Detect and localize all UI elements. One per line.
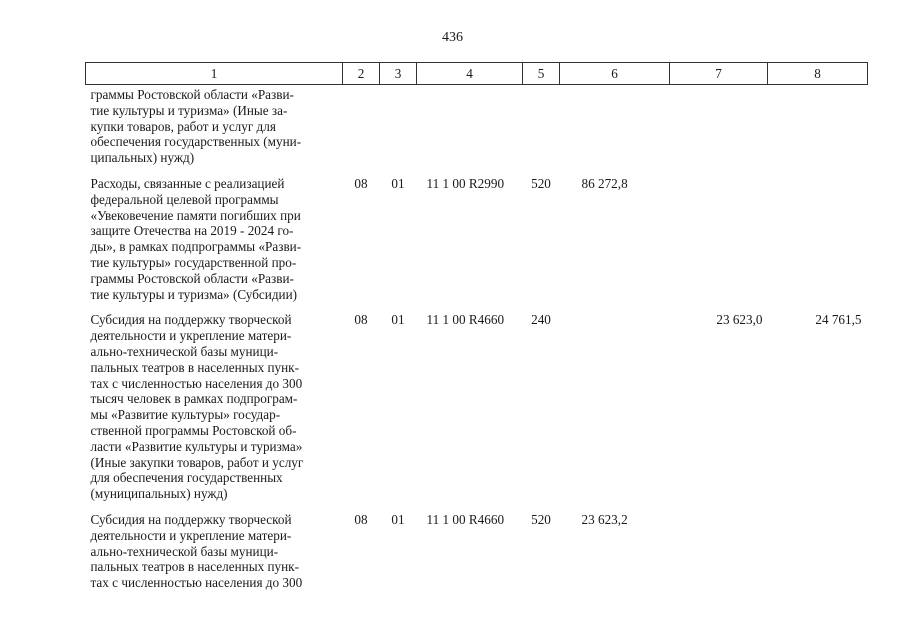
column-header-4: 4 bbox=[417, 63, 523, 85]
section-code: 08 bbox=[354, 511, 368, 527]
expense-type-code bbox=[523, 85, 560, 169]
amount-col8 bbox=[768, 85, 868, 169]
table-row bbox=[86, 169, 868, 305]
page-number: 436 bbox=[442, 30, 463, 45]
amount-col7 bbox=[670, 85, 768, 169]
target-article-code: 11 1 00 R4660 bbox=[426, 312, 505, 328]
table-row bbox=[86, 505, 868, 594]
section-code: 08 bbox=[354, 175, 368, 191]
amount-col6 bbox=[560, 85, 670, 169]
section-code: 08 bbox=[354, 312, 368, 328]
expense-type-code: 520 bbox=[531, 511, 551, 527]
subsection-code: 01 bbox=[391, 312, 405, 328]
amount-col7 bbox=[670, 169, 768, 305]
amount-col6 bbox=[560, 305, 670, 505]
amount-col7 bbox=[670, 505, 768, 594]
column-header-2: 2 bbox=[343, 63, 380, 85]
column-header-3: 3 bbox=[380, 63, 417, 85]
subsection-code bbox=[380, 85, 417, 169]
amount-col8 bbox=[768, 169, 868, 305]
section-code bbox=[343, 85, 380, 169]
table-header-row bbox=[86, 63, 868, 85]
target-article-code bbox=[417, 85, 523, 169]
expense-type-code: 520 bbox=[531, 175, 551, 191]
row-description: Расходы, связанные с реализацией федеральной целевой программы «Увековечение памяти погибших при защите Отечества на 2019 - 2024 го- ды», в рамках подпрограммы «Разви- тие культуры» государственной про- граммы Ростовской области «Разви- тие культуры и туризма» (Субсидии) bbox=[90, 175, 302, 302]
column-header-8: 8 bbox=[768, 63, 868, 85]
row-description: граммы Ростовской области «Разви- тие культуры и туризма» (Иные за- купки товаров, работ и услуг для обеспечения государственных (муни- ципальных) нужд) bbox=[90, 87, 302, 166]
expense-type-code: 240 bbox=[531, 312, 551, 328]
table-row bbox=[86, 85, 868, 169]
column-header-1: 1 bbox=[86, 63, 343, 85]
budget-table bbox=[85, 62, 868, 594]
amount-col6: 23 623,2 bbox=[581, 511, 628, 527]
column-header-7: 7 bbox=[670, 63, 768, 85]
table-row bbox=[86, 305, 868, 505]
amount-col6: 86 272,8 bbox=[581, 175, 628, 191]
row-description: Субсидия на поддержку творческой деятельности и укрепление матери- ально-технической базы муници- пальных театров в населенных пунк- тах с численностью населения до 300 тысяч человек в рамках подпрограм- мы «Развитие культуры» государ- ственной программы Ростовской об- ласти «Развитие культуры и туризма» (Иные закупки товаров, работ и услуг для обеспечения государственных (муниципальных) нужд) bbox=[90, 312, 304, 502]
subsection-code: 01 bbox=[391, 511, 405, 527]
target-article-code: 11 1 00 R4660 bbox=[426, 511, 505, 527]
target-article-code: 11 1 00 R2990 bbox=[426, 175, 505, 191]
column-header-5: 5 bbox=[523, 63, 560, 85]
subsection-code: 01 bbox=[391, 175, 405, 191]
amount-col8: 24 761,5 bbox=[815, 312, 862, 328]
row-description: Субсидия на поддержку творческой деятельности и укрепление матери- ально-технической базы муници- пальных театров в населенных пунк- тах с численностью населения до 300 bbox=[90, 511, 303, 591]
amount-col7: 23 623,0 bbox=[716, 312, 763, 328]
column-header-6: 6 bbox=[560, 63, 670, 85]
amount-col8 bbox=[768, 505, 868, 594]
